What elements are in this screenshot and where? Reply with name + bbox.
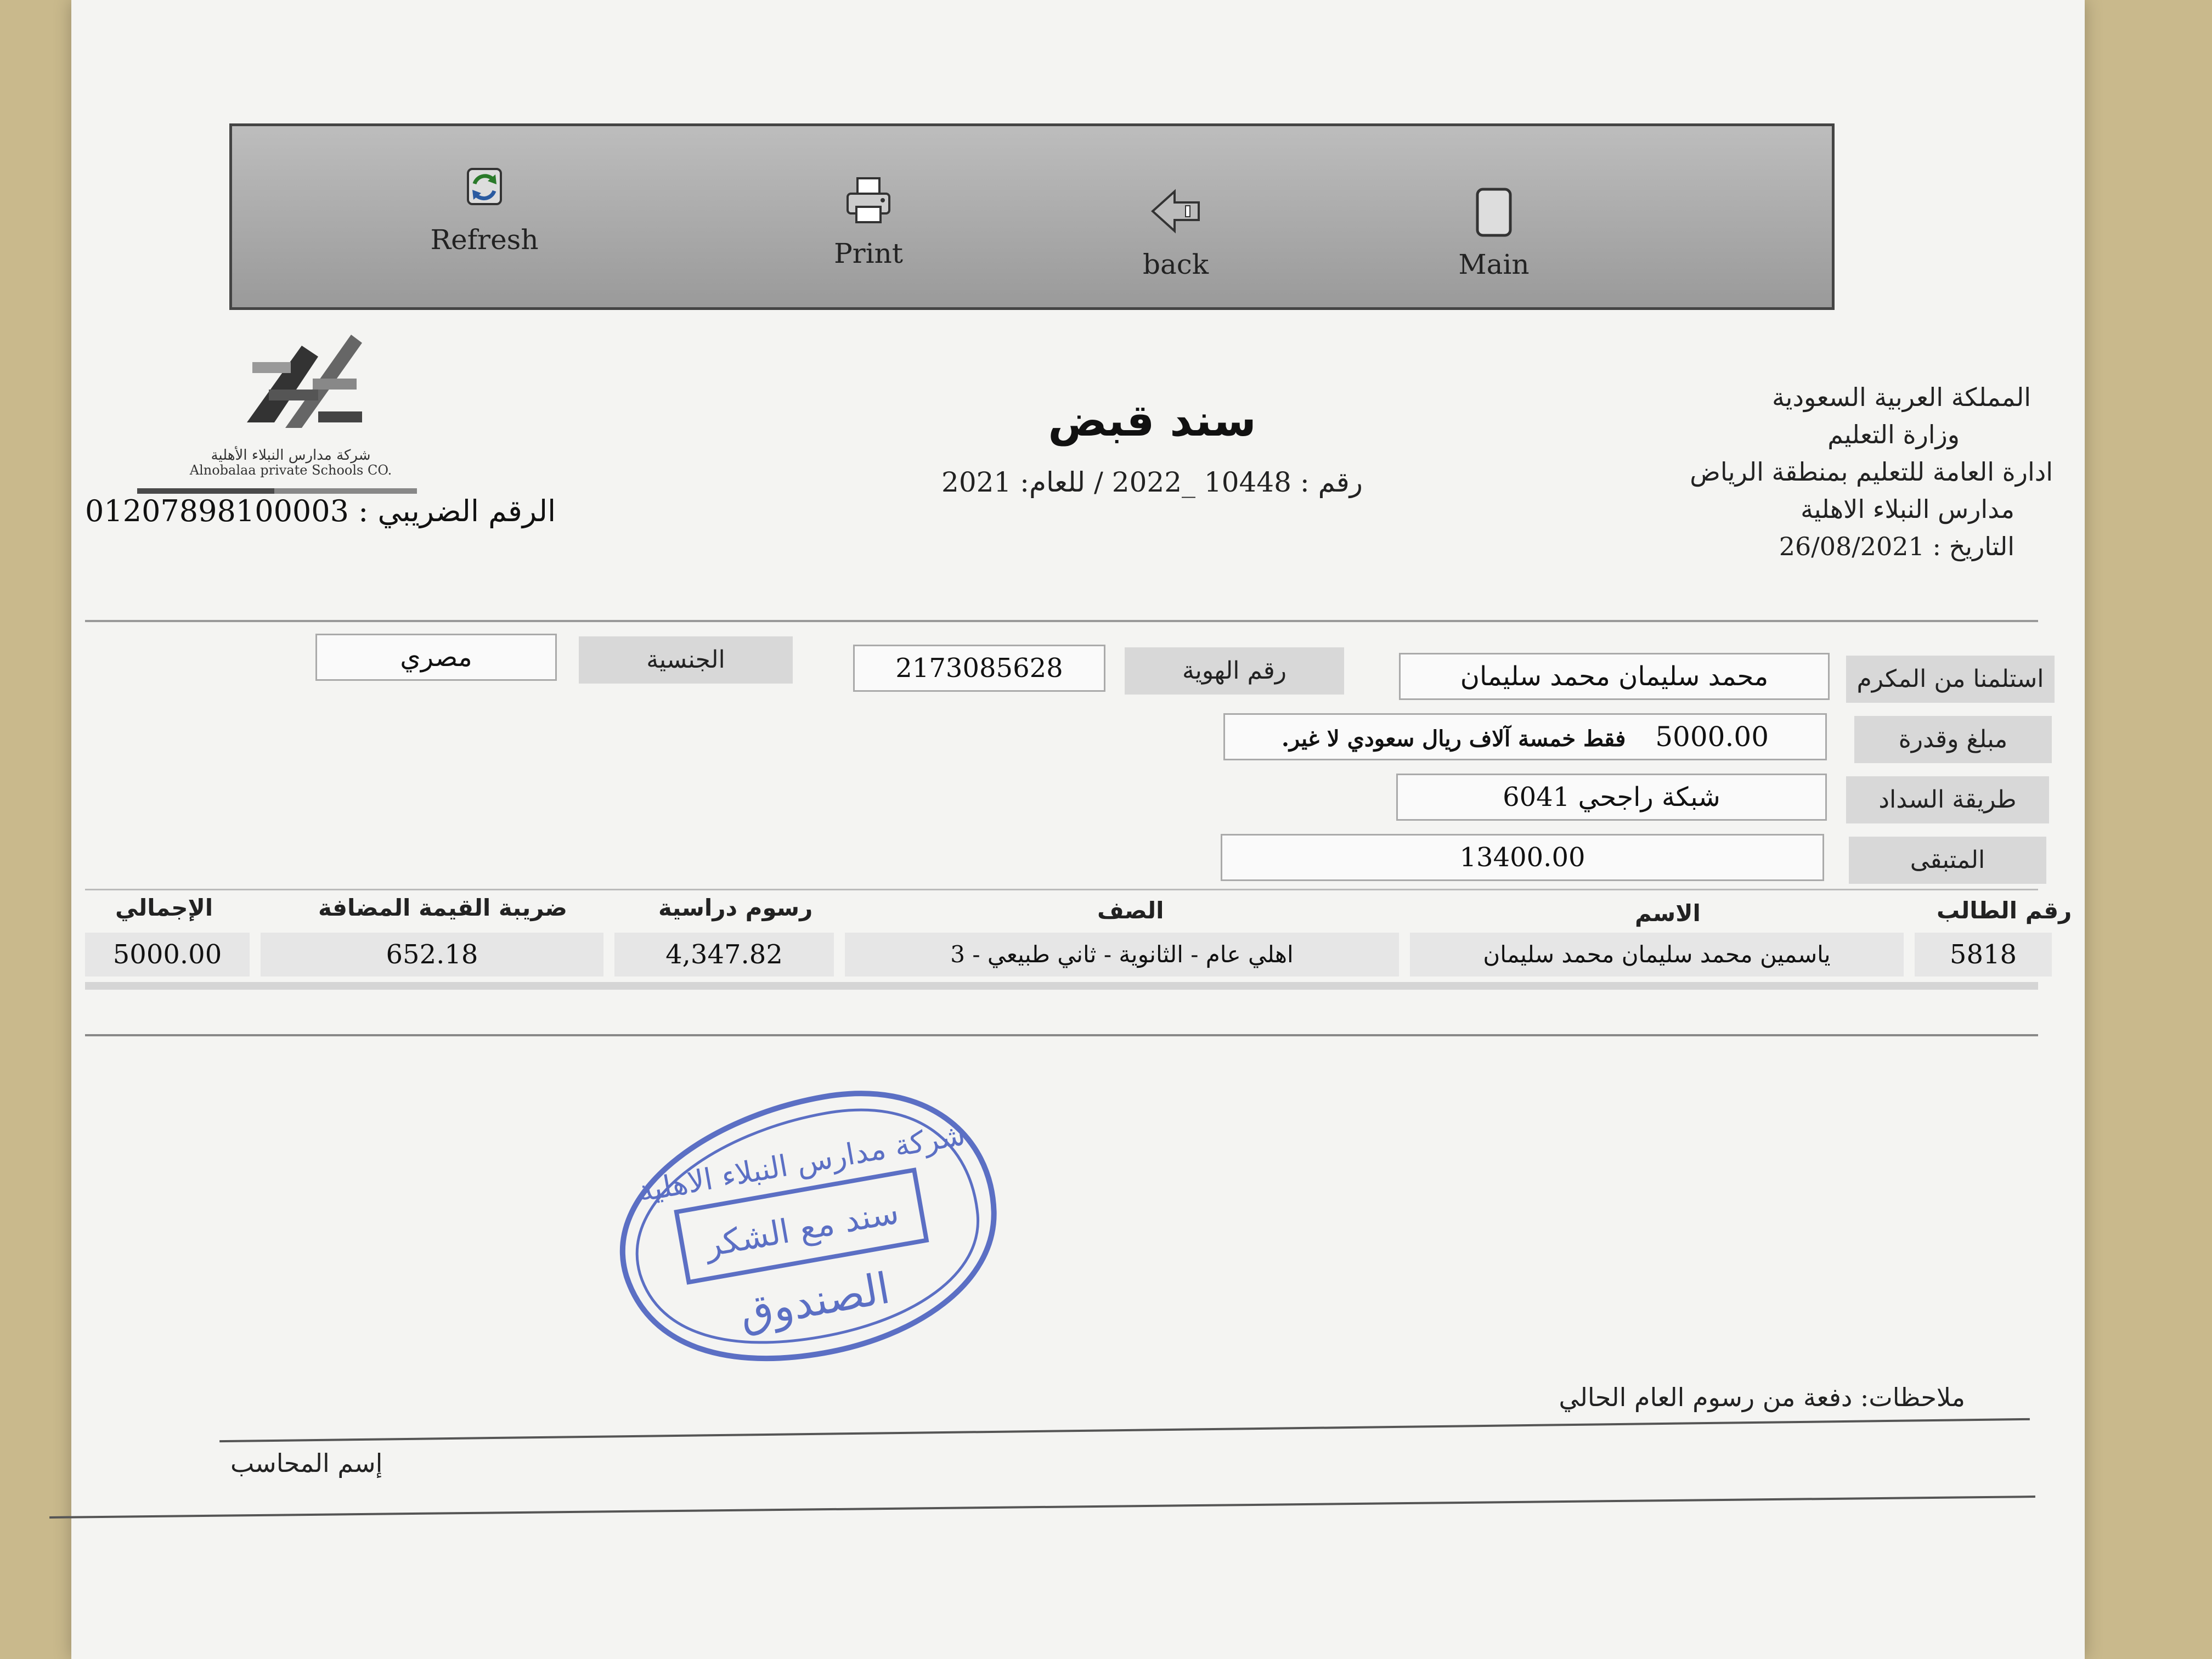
printer-icon	[841, 173, 896, 228]
tax-label: الرقم الضريبي :	[358, 494, 556, 528]
print-label: Print	[834, 238, 903, 269]
amount-value: 5000.00	[1655, 721, 1769, 753]
main-button[interactable]	[1406, 184, 1582, 326]
refresh-label: Refresh	[430, 224, 539, 256]
tax-value: 01207898100003	[85, 494, 349, 528]
table-end-line	[85, 1034, 2038, 1036]
cell-student-no: 5818	[1915, 933, 2052, 977]
th-total: الإجمالي	[115, 894, 213, 921]
main-label: Main	[1458, 249, 1530, 280]
received-value: محمد سليمان محمد سليمان	[1399, 653, 1830, 700]
nationality-label: الجنسية	[579, 636, 793, 684]
received-label: استلمنا من المكرم	[1846, 656, 2055, 703]
cell-total: 5000.00	[85, 933, 250, 977]
company-stamp	[587, 1081, 1015, 1366]
id-label: رقم الهوية	[1125, 647, 1344, 695]
table-top-line	[85, 889, 2038, 890]
th-student-no: رقم الطالب	[1937, 897, 2072, 924]
th-fees: رسوم دراسية	[658, 894, 813, 921]
th-vat: ضريبة القيمة المضافة	[318, 894, 567, 921]
refresh-button[interactable]	[397, 159, 572, 302]
th-name: الاسم	[1635, 900, 1701, 927]
id-value: 2173085628	[853, 645, 1105, 692]
receipt-number: رقم : 10448 _2022 / للعام: 2021	[941, 466, 1363, 498]
receipt-title: سند قبض	[1048, 395, 1256, 446]
cell-vat: 652.18	[261, 933, 603, 977]
date-label: التاريخ :	[1932, 532, 2015, 561]
accountant-name-label: إسم المحاسب	[230, 1448, 383, 1478]
date-value: 26/08/2021	[1779, 532, 1925, 561]
toolbar	[229, 123, 1835, 310]
payment-value: شبكة راجحي 6041	[1396, 774, 1827, 821]
stamp-outer-text: شركة مدارس النبلاء الاهلية	[635, 1117, 968, 1209]
directorate-name: ادارة العامة للتعليم بمنطقة الرياض	[1690, 457, 2053, 487]
remaining-value: 13400.00	[1221, 834, 1824, 881]
stamp-bottom-text: الصندوق	[736, 1263, 894, 1339]
notes: ملاحظات: دفعة من رسوم العام الحالي	[1559, 1383, 1965, 1412]
amount-words: فقط خمسة آلاف ريال سعودي لا غير.	[1281, 726, 1626, 752]
cell-name: ياسمين محمد سليمان محمد سليمان	[1410, 933, 1904, 977]
back-button[interactable]	[1088, 184, 1263, 326]
header-divider	[85, 620, 2038, 622]
remaining-label: المتبقى	[1849, 837, 2046, 884]
ministry-header	[1690, 379, 2053, 565]
ministry-name: وزارة التعليم	[1827, 420, 1960, 449]
th-class: الصف	[1097, 897, 1164, 924]
refresh-icon	[457, 159, 512, 214]
receipt-date	[1690, 528, 2031, 565]
table-bottom-band	[85, 982, 2038, 990]
school-name: مدارس النبلاء الاهلية	[1801, 494, 2015, 524]
nationality-value: مصري	[315, 634, 557, 681]
amount-label: مبلغ وقدرة	[1854, 716, 2052, 763]
logo-arabic-text: شركة مدارس النبلاء الأهلية	[211, 447, 371, 464]
logo-english-text: Alnobalaa private Schools CO.	[189, 462, 392, 478]
payment-label: طريقة السداد	[1846, 776, 2049, 823]
tax-number	[85, 494, 556, 528]
stamp-middle-text: سند مع الشكر	[702, 1193, 902, 1265]
amount-value-box	[1223, 713, 1827, 760]
main-page-icon	[1466, 184, 1521, 239]
back-label: back	[1142, 249, 1209, 280]
back-arrow-icon	[1148, 184, 1203, 239]
cell-class: اهلي عام - الثانوية - ثاني طبيعي - 3	[845, 933, 1399, 977]
cell-fees: 4,347.82	[614, 933, 834, 977]
kingdom-name: المملكة العربية السعودية	[1772, 382, 2031, 412]
print-button[interactable]	[781, 173, 956, 315]
